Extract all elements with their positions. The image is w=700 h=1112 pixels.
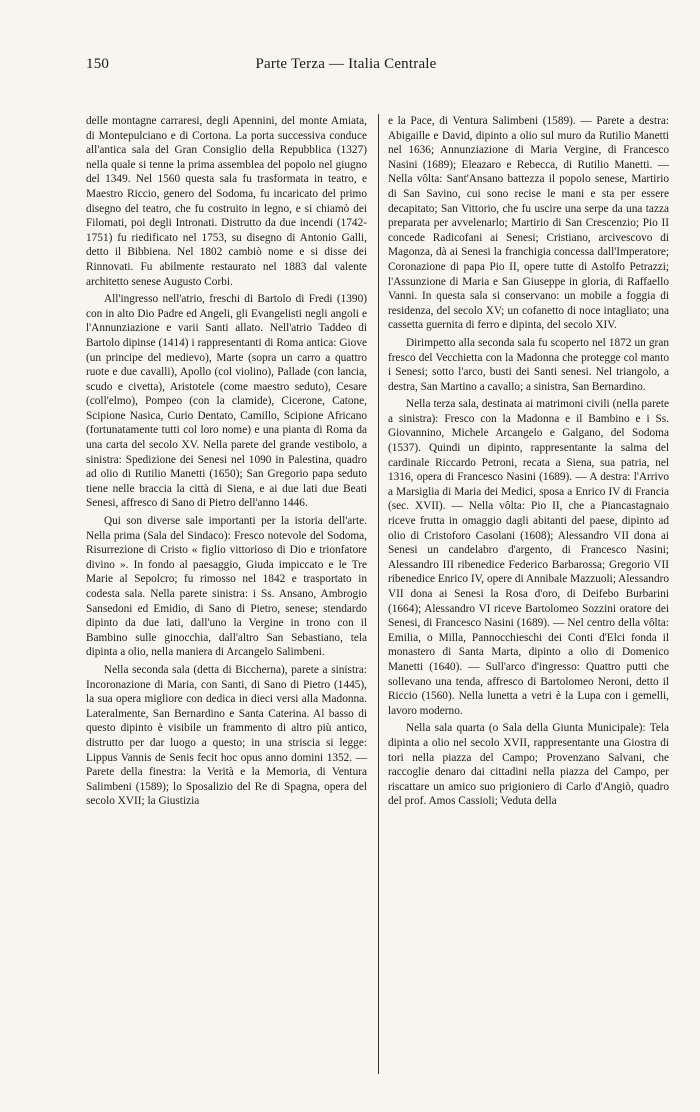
paragraph: Qui son diverse sale importanti per la istoria dell'arte. Nella prima (Sala del Sindaco): Fresco notevole del Sodoma, Risurrezione di Cristo « figlio vittorioso di Dio e trionfatore divino ». In fondo al paesaggio, Giuda impiccato e le Tre Marie al Sepolcro; fu rimosso nel 1842 e trasportato in codesta sala. Nella parete sinistra: i Ss. Ansano, Ambrogio Sansedoni ed Emidio, di Sano di Pietro, senese; stendardo dipinto da due lati, dall'uno la Vergine in trono con il Bambino sulle ginocchia, dall'altro San Sebastiano, tela dipinta a olio, nella maniera di Arcangelo Salimbeni.: [86, 515, 367, 659]
paragraph: Nella seconda sala (detta di Biccherna), parete a sinistra: Incoronazione di Maria, con Santi, di Sano di Pietro (1445), la sua opera migliore con dedica in dieci versi alla Madonna. Lateralmente, San Bernardino e Santa Caterina. Al basso di questo dipinto è visibile un frammento di altro più antico, distrutto per dar luogo a questo; in una striscia si legge: Lippus Vannis de Senis fecit hoc opus anno domini 1352. — Parete della finestra: la Verità e la Memoria, di Ventura Salimbeni (1589); lo Sposalizio del Re di Spagna, opera del secolo XVII; la Giustizia: [86, 663, 367, 808]
paragraph: delle montagne carraresi, degli Apennini, del monte Amiata, di Montepulciano e di Cortona. La porta successiva conduce all'antica sala del Gran Consiglio della Repubblica (1327) nella quale si tenne la prima assemblea del popolo nel giugno del 1349. Nel 1560 questa sala fu trasformata in teatro, e Maestro Riccio, genero del Sodoma, fu incaricato del primo disegno del teatro, che fu costruito in legno, e si chiamò dei Filomati, poi degli Intronati. Distrutto da due incendi (1742-1751) fu riedificato nel 1753, su disegno di Antonio Galli, detto il Bibbiena. Nel 1802 cambiò nome e si disse dei Rinnovati. Fu abilmente restaurato nel 1883 dal valente architetto senese Augusto Corbi.: [86, 115, 367, 288]
right-column: [388, 114, 669, 812]
left-column: [86, 114, 367, 812]
paragraph: Dirimpetto alla seconda sala fu scoperto nel 1872 un gran fresco del Vecchietta con la Madonna che protegge col manto i Senesi; sotto l'arco, busti dei Santi senesi. Nel triangolo, a destra, San Martino a cavallo; a sinistra, San Bernardino.: [388, 336, 669, 393]
running-title: Parte Terza — Italia Centrale: [255, 56, 437, 72]
page-header: [86, 56, 606, 80]
page-number: 150: [86, 56, 110, 72]
paragraph: Nella terza sala, destinata ai matrimoni civili (nella parete a sinistra): Fresco con la Madonna e il Bambino e i Ss. Giovannino, Michele Arcangelo e Galgano, del Sodoma (1537). Quindi un dipinto, rappresentante la salma del cardinale Riccardo Petroni, recata a Siena, sua patria, nel 1316, opera di Francesco Nasini (1689). — A destra: l'Arrivo a Marsiglia di Maria dei Medici, sposa a Enrico IV di Francia (sec. XVII). — Nella vôlta: Pio II, che a Piancastagnaio riceve frutta in omaggio dagli abitanti del paese, dipinto ad olio di Cristoforo Casolani (1608); Alessandro VII dona ai Senesi un candelabro d'argento, di Francesco Nasini; Alessandro III ribenedice Federico Barbarossa; Gregorio VII ribenedice Enrico IV, opere di Annibale Mazzuoli; Alessandro VII dona ai Senesi la Rosa d'oro, di Deifebo Burbarini (1664); Alessandro VI riceve Bartolomeo Sozzini oratore dei Senesi, di Francesco Nasini (1689). — Nel centro della vôlta: Emilia, o Milla, Pannocchieschi dei Conti d'Elci fonda il monastero di Santa Marta, dipinto a olio di Domenico Manetti (1640). — Sull'arco d'ingresso: Quattro putti che sollevano una tenda, affresco di Bartolomeo Neroni, detto il Riccio (1560). Nella lunetta a vetri è la Lupa con i gemelli, lavoro moderno.: [388, 398, 669, 717]
paragraph: e la Pace, di Ventura Salimbeni (1589). — Parete a destra: Abigaille e David, dipinto a olio sul muro da Rutilio Manetti nel 1636; Annunziazione di Maria Vergine, di Francesco Nasini (1689); Eleazaro e Rebecca, di Rutilio Manetti. — Nella vôlta: Sant'Ansano battezza il popolo senese, Martirio di San Savino, cui sono recise le mani e sta per essere decapitato; San Vittorio, che fu uscire una serpe da una tazza preparata per avvelenarlo; Martirio di San Crescenzio; Pio II concede Radicofani ai Senesi; Cristiano, arcivescovo di Magonza, dà ai Senesi la franchigia concessa dall'Imperatore; Coronazione di papa Pio II, opere tutte di Astolfo Petrazzi; l'Assunzione di Maria e San Giuseppe in gloria, di Raffaello Vanni. In questa sala si conservano: un mobile a foggia di residenza, del secolo XV; un cofanetto di noce intagliato; una cassetta guernita di ferro e dipinta, del secolo XIV.: [388, 115, 669, 332]
column-divider: [378, 114, 379, 1074]
paragraph: Nella sala quarta (o Sala della Giunta Municipale): Tela dipinta a olio nel secolo XVII, rappresentante una Giostra di tori nella piazza del Campo; Provenzano Salvani, che raccoglie denaro dai cittadini nella piazza del Campo, per riscattare un amico suo prigioniero di Carlo d'Angiò, quadro del prof. Amos Cassioli; Veduta della: [388, 722, 669, 808]
paragraph: All'ingresso nell'atrio, freschi di Bartolo di Fredi (1390) con in alto Dio Padre ed Angeli, gli Evangelisti negli angoli e l'Annunziazione e varii Santi allato. Nell'atrio Taddeo di Bartolo dipinse (1414) i rappresentanti di Roma antica: Giove (un principe del medievo), Marte (sopra un carro a quattro ruote e due cavalli), Apollo (col violino), Pallade (con lancia, scudo e civetta), Aristotele (come maestro seduto), Cesare (coll'elmo), Pompeo (con la clamide), Cicerone, Catone, Scipione Nasica, Curio Dentato, Camillo, Scipione Africano (fortunatamente tutti col loro nome) e una pianta di Roma da una carta del secolo XV. Nella parete del grande vestibolo, a sinistra: Spedizione dei Senesi nel 1090 in Palestina, quadro ad olio di Rutilio Manetti (1650); San Gregorio papa seduto tiene nelle braccia la città di Siena, e ai due lati due Beati Senesi, affresco di Sano di Pietro dell'anno 1446.: [86, 293, 367, 510]
